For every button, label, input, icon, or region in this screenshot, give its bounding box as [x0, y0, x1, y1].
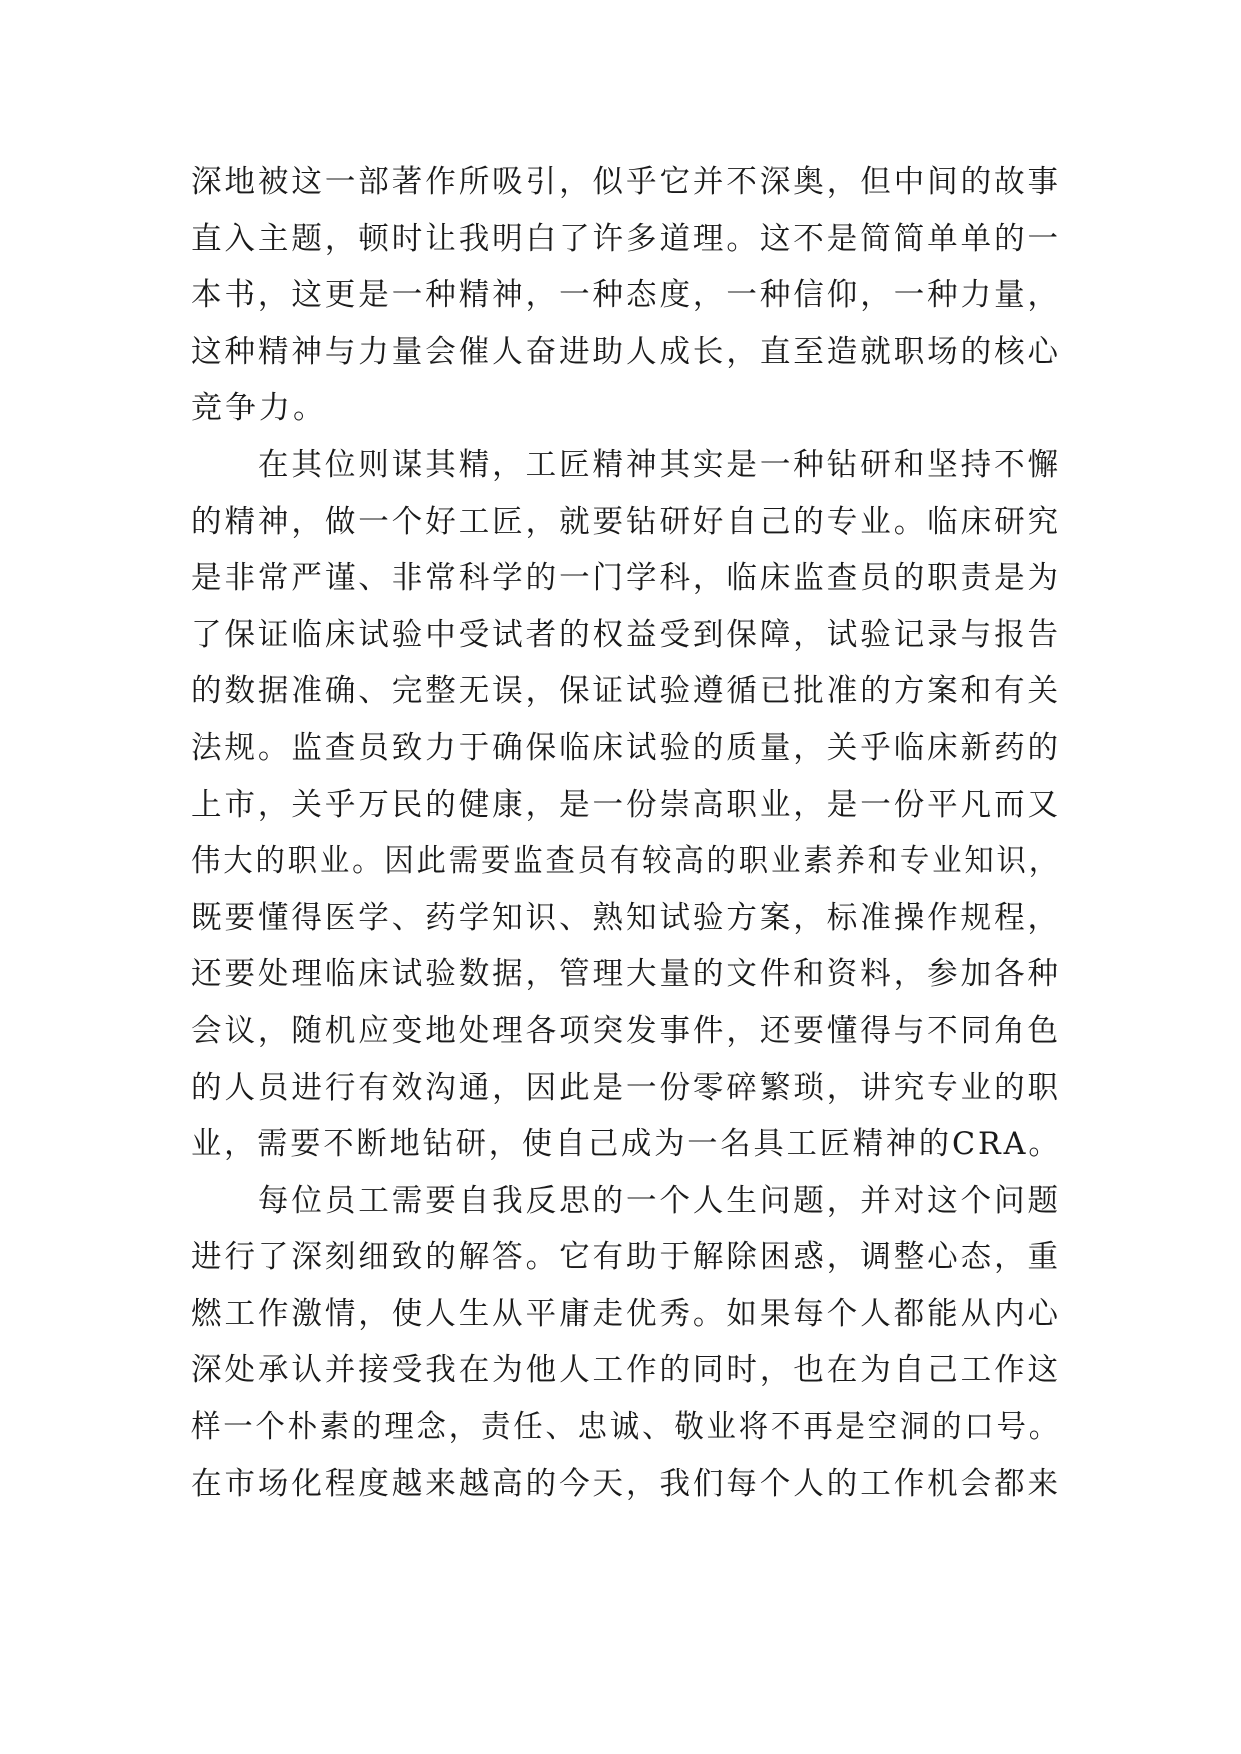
text-line: 伟大的职业。因此需要监查员有较高的职业素养和专业知识， — [191, 843, 1061, 880]
text-line: 在其位则谋其精，工匠精神其实是一种钻研和坚持不懈 — [191, 446, 1061, 483]
text-line: 每位员工需要自我反思的一个人生问题，并对这个问题 — [191, 1182, 1061, 1219]
text-line: 既要懂得医学、药学知识、熟知试验方案，标准操作规程， — [191, 899, 1061, 936]
text-line: 了保证临床试验中受试者的权益受到保障，试验记录与报告 — [191, 616, 1061, 653]
body-text — [191, 154, 1061, 1512]
text-line: 的人员进行有效沟通，因此是一份零碎繁琐，讲究专业的职 — [191, 1069, 1061, 1106]
text-line: 的数据准确、完整无误，保证试验遵循已批准的方案和有关 — [191, 673, 1061, 710]
text-line: 法规。监查员致力于确保临床试验的质量，关乎临床新药的 — [191, 729, 1061, 766]
text-line: 进行了深刻细致的解答。它有助于解除困惑，调整心态，重 — [191, 1239, 1061, 1276]
text-line: 还要处理临床试验数据，管理大量的文件和资料，参加各种 — [191, 956, 1061, 993]
text-line: 样一个朴素的理念，责任、忠诚、敬业将不再是空洞的口号。 — [191, 1409, 1061, 1446]
text-line: 是非常严谨、非常科学的一门学科，临床监查员的职责是为 — [191, 560, 1061, 597]
text-line: 会议，随机应变地处理各项突发事件，还要懂得与不同角色 — [191, 1012, 1061, 1049]
text-line: 深处承认并接受我在为他人工作的同时，也在为自己工作这 — [191, 1352, 1061, 1389]
text-line: 在市场化程度越来越高的今天，我们每个人的工作机会都来 — [191, 1465, 1061, 1502]
text-line: 本书，这更是一种精神，一种态度，一种信仰，一种力量， — [191, 277, 1061, 314]
text-line: 的精神，做一个好工匠，就要钻研好自己的专业。临床研究 — [191, 503, 1061, 540]
text-line: 上市，关乎万民的健康，是一份崇高职业，是一份平凡而又 — [191, 786, 1061, 823]
text-line: 竞争力。 — [191, 390, 327, 427]
text-line: 燃工作激情，使人生从平庸走优秀。如果每个人都能从内心 — [191, 1295, 1061, 1332]
text-line: 业，需要不断地钻研，使自己成为一名具工匠精神的CRA。 — [191, 1126, 1062, 1163]
text-line: 这种精神与力量会催人奋进助人成长，直至造就职场的核心 — [191, 333, 1061, 370]
text-line: 深地被这一部著作所吸引，似乎它并不深奥，但中间的故事 — [191, 164, 1061, 200]
text-line: 直入主题，顿时让我明白了许多道理。这不是简简单单的一 — [191, 220, 1061, 257]
